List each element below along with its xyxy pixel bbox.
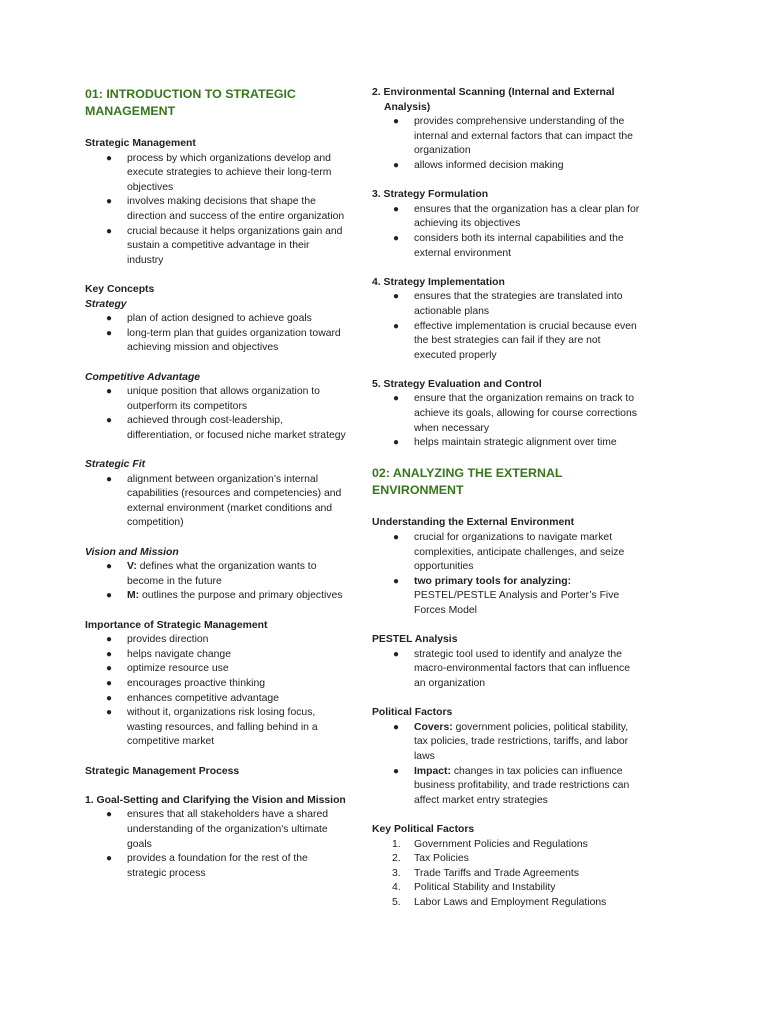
step-3-list bbox=[372, 203, 640, 261]
bullet-icon: ● bbox=[106, 415, 113, 427]
strategic-management-title: Strategic Management bbox=[85, 138, 196, 149]
list-item: ● V: defines what the organization wants to become in the future bbox=[106, 561, 317, 587]
list-item: ● ensures that all stakeholders have a shared understanding of the organization's ultimate goals bbox=[106, 809, 329, 850]
bullet-icon: ● bbox=[106, 327, 113, 339]
bullet-icon: ● bbox=[106, 590, 113, 602]
understanding-title: Understanding the External Environment bbox=[372, 517, 575, 529]
list-item: ● long-term plan that guides organization toward achieving mission and objectives bbox=[106, 327, 341, 354]
pestel-title: PESTEL Analysis bbox=[372, 634, 458, 646]
bullet-icon: ● bbox=[393, 648, 400, 660]
step-1-list bbox=[85, 808, 347, 881]
list-item: ● alignment between organization’s internal capabilities (resources and competencies) and external environment (market conditions and competition) bbox=[106, 473, 342, 529]
list-item: ● ensure that the organization remains on track to achieve its goals, allowing for course corrections when necessary bbox=[393, 393, 637, 434]
list-item: ● process by which organizations develop and execute strategies to achieve their long-term objectives bbox=[106, 152, 332, 193]
political-factors-title: Political Factors bbox=[372, 707, 453, 719]
list-item: ● crucial because it helps organizations gain and sustain a competitive advantage in their industry bbox=[106, 225, 343, 266]
list-item: ● strategic tool used to identify and analyze the macro-environmental factors that can influence an organization bbox=[393, 648, 631, 689]
list-item: 3. Trade Tariffs and Trade Agreements bbox=[392, 867, 579, 879]
step-2-title: 2. Environmental Scanning (Internal and External Analysis) bbox=[372, 87, 615, 113]
vision-mission-title: Vision and Mission bbox=[85, 546, 179, 558]
left-column bbox=[85, 86, 347, 896]
list-item: ● plan of action designed to achieve goals bbox=[85, 312, 347, 327]
bullet-icon: ● bbox=[106, 648, 113, 660]
list-item: ● helps navigate change bbox=[85, 648, 347, 663]
list-item: ● provides a foundation for the rest of the strategic process bbox=[106, 853, 308, 879]
bullet-icon: ● bbox=[393, 159, 400, 171]
vision-mission-list bbox=[85, 560, 347, 604]
process-title: Strategic Management Process bbox=[85, 765, 240, 777]
list-item: 2. Tax Policies bbox=[392, 853, 469, 865]
list-item: 4. Political Stability and Instability bbox=[392, 882, 556, 894]
step-1-title: 1. Goal-Setting and Clarifying the Vision and Mission bbox=[85, 794, 346, 806]
bullet-icon: ● bbox=[393, 721, 400, 733]
list-item: ● provides comprehensive understanding of the internal and external factors that can impact the organization bbox=[393, 116, 633, 157]
step-2-list bbox=[372, 115, 640, 173]
bullet-icon: ● bbox=[393, 532, 400, 544]
bullet-icon: ● bbox=[106, 152, 113, 164]
right-column bbox=[372, 86, 640, 925]
importance-list bbox=[85, 633, 347, 750]
bullet-icon: ● bbox=[106, 473, 113, 485]
bullet-icon: ● bbox=[106, 196, 113, 208]
key-concepts-title: Key Concepts bbox=[85, 283, 155, 295]
bullet-icon: ● bbox=[393, 116, 400, 128]
bullet-icon: ● bbox=[393, 393, 400, 405]
list-item: ● helps maintain strategic alignment over time bbox=[372, 436, 640, 451]
strategic-fit-list bbox=[85, 473, 347, 531]
list-item: ● ensures that the organization has a clear plan for achieving its objectives bbox=[393, 203, 640, 230]
bullet-icon: ● bbox=[106, 809, 113, 821]
bullet-icon: ● bbox=[393, 437, 400, 449]
list-item: ● encourages proactive thinking bbox=[85, 677, 347, 692]
bullet-icon: ● bbox=[393, 291, 400, 303]
list-item: ● optimize resource use bbox=[85, 662, 347, 677]
list-item: ● Impact: changes in tax policies can influence business profitability, and trade restrictions can affect market entry strategies bbox=[393, 765, 630, 806]
list-item: ● provides direction bbox=[85, 633, 347, 648]
bullet-icon: ● bbox=[106, 386, 113, 398]
list-item: ● enhances competitive advantage bbox=[85, 692, 347, 707]
bullet-icon: ● bbox=[106, 853, 113, 865]
bullet-icon: ● bbox=[106, 692, 113, 704]
strategic-fit-title: Strategic Fit bbox=[85, 459, 146, 471]
competitive-advantage-title: Competitive Advantage bbox=[85, 371, 201, 383]
political-factors-list bbox=[372, 721, 640, 809]
list-item: 5. Labor Laws and Employment Regulations bbox=[392, 896, 607, 908]
step-3-title: 3. Strategy Formulation bbox=[372, 189, 489, 201]
list-item: ● Covers: government policies, political stability, tax policies, trade restrictions, tariffs, and labor laws bbox=[393, 721, 629, 762]
importance-title: Importance of Strategic Management bbox=[85, 619, 268, 631]
list-item: 1. Government Policies and Regulations bbox=[392, 838, 588, 850]
competitive-advantage-list bbox=[85, 385, 347, 443]
list-item: ● unique position that allows organization to outperform its competitors bbox=[106, 386, 320, 412]
step-5-title: 5. Strategy Evaluation and Control bbox=[372, 378, 542, 390]
bullet-icon: ● bbox=[393, 320, 400, 332]
step-5-list bbox=[372, 392, 640, 450]
bullet-icon: ● bbox=[393, 765, 400, 777]
key-political-factors-list bbox=[372, 838, 640, 911]
list-item: ● involves making decisions that shape the direction and success of the entire organization bbox=[106, 196, 345, 222]
bullet-icon: ● bbox=[106, 663, 113, 675]
list-item: ● crucial for organizations to navigate market complexities, anticipate challenges, and seize opportunities bbox=[393, 532, 625, 573]
step-4-title: 4. Strategy Implementation bbox=[372, 276, 505, 288]
list-item: ● without it, organizations risk losing focus, wasting resources, and falling behind in a competitive market bbox=[106, 707, 318, 748]
step-4-list bbox=[372, 290, 640, 363]
bullet-icon: ● bbox=[106, 313, 113, 325]
section-heading-02: 02: ANALYZING THE EXTERNAL ENVIRONMENT bbox=[372, 466, 563, 498]
bullet-icon: ● bbox=[106, 707, 113, 719]
list-item: ● achieved through cost-leadership, differentiation, or focused niche market strategy bbox=[106, 415, 346, 441]
list-item: ● allows informed decision making bbox=[372, 159, 640, 174]
key-political-factors-title: Key Political Factors bbox=[372, 823, 475, 835]
bullet-icon: ● bbox=[106, 225, 113, 237]
strategic-management-list bbox=[85, 152, 347, 269]
strategy-title: Strategy bbox=[85, 298, 127, 310]
list-item: ● M: outlines the purpose and primary objectives bbox=[85, 589, 347, 604]
pestel-list bbox=[372, 648, 640, 692]
strategy-list bbox=[85, 312, 347, 356]
list-item: ● effective implementation is crucial because even the best strategies can fail if they are not executed properly bbox=[393, 320, 637, 361]
list-item: ● two primary tools for analyzing: PESTEL/PESTLE Analysis and Porter’s Five Forces Model bbox=[393, 575, 620, 616]
list-item: ● ensures that the strategies are translated into actionable plans bbox=[393, 291, 623, 317]
bullet-icon: ● bbox=[106, 634, 113, 646]
understanding-list bbox=[372, 531, 640, 619]
bullet-icon: ● bbox=[393, 203, 400, 215]
bullet-icon: ● bbox=[393, 575, 400, 587]
bullet-icon: ● bbox=[106, 677, 113, 689]
bullet-icon: ● bbox=[393, 232, 400, 244]
list-item: ● considers both its internal capabilities and the external environment bbox=[393, 232, 624, 259]
bullet-icon: ● bbox=[106, 561, 113, 573]
section-heading-01: 01: INTRODUCTION TO STRATEGIC MANAGEMENT bbox=[85, 87, 296, 118]
